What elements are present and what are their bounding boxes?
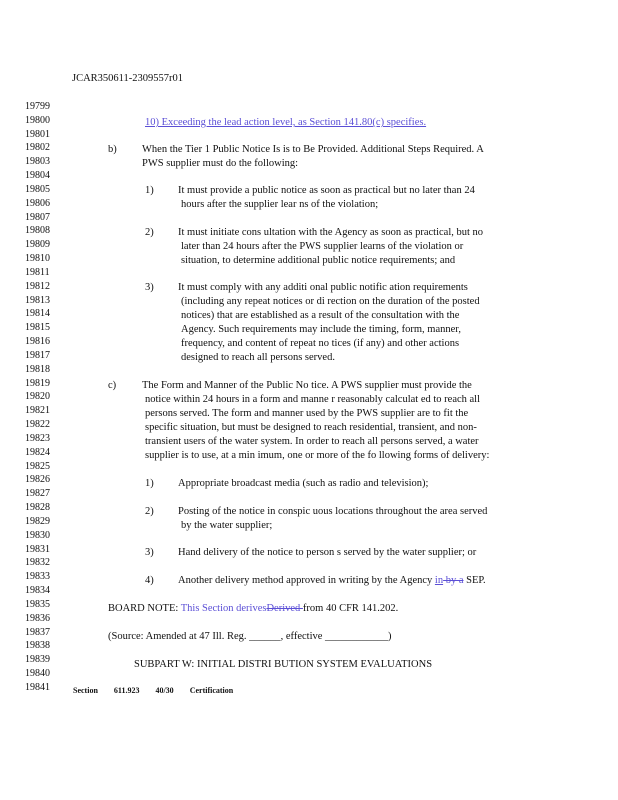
document-header: JCAR350611-2309557r01 (72, 73, 184, 84)
line-number: 19833 (25, 571, 50, 583)
item-b3-line: notices) that are established as a result of the consultation with the (181, 310, 460, 321)
item-b3-line: (including any repeat notices or di rection on the duration of the posted (181, 296, 480, 307)
line-number: 19819 (25, 377, 50, 389)
item-10-line: 10) Exceeding the lead action level, as Section 141.80(c) specifies. (145, 117, 427, 128)
line-number: 19835 (25, 598, 50, 610)
line-number: 19826 (25, 474, 50, 486)
line-number: 19805 (25, 183, 50, 195)
line-number: 19828 (25, 502, 50, 514)
line-number: 19809 (25, 239, 50, 251)
line-number: 19827 (25, 488, 50, 500)
line-number: 19823 (25, 432, 50, 444)
section-title: Certification (189, 686, 234, 695)
line-number: 19825 (25, 460, 50, 472)
paragraph-b-label: b) (108, 144, 117, 155)
paragraph-c-line: The Form and Manner of the Public No tice. A PWS supplier must provide the (142, 380, 472, 391)
paragraph-c-line: supplier is to use, at a min imum, one or more of the fo llowing forms of delivery: (145, 450, 490, 461)
item-c2-line: by the water supplier; (181, 520, 273, 531)
section-revision: 40/30 (155, 686, 174, 695)
line-number: 19836 (25, 612, 50, 624)
item-b2-line: It must initiate cons ultation with the Agency as soon as practical, but no (178, 227, 484, 238)
subpart-heading: SUBPART W: INITIAL DISTRI BUTION SYSTEM EVALUATIONS (134, 659, 433, 670)
line-number: 19839 (25, 654, 50, 666)
line-number: 19838 (25, 640, 50, 652)
paragraph-b-line: When the Tier 1 Public Notice Is is to Be Provided. Additional Steps Required. A (142, 144, 484, 155)
line-number: 19834 (25, 585, 50, 597)
line-number: 19802 (25, 142, 50, 154)
line-number: 19831 (25, 543, 50, 555)
line-number: 19830 (25, 529, 50, 541)
board-note (108, 602, 398, 616)
deleted-text: by a (443, 575, 464, 586)
item-b2-line: later than 24 hours after the PWS supplier learns of the violation or (181, 241, 464, 252)
line-number: 19829 (25, 515, 50, 527)
line-number: 19810 (25, 253, 50, 265)
item-c2-line: Posting of the notice in conspic uous locations throughout the area served (178, 506, 488, 517)
section-number: 611.923 (113, 686, 140, 695)
item-b3-number: 3) (145, 282, 154, 293)
item-c1-number: 1) (145, 478, 154, 489)
line-number: 19807 (25, 211, 50, 223)
line-number: 19841 (25, 681, 50, 693)
line-number: 19815 (25, 322, 50, 334)
line-number: 19801 (25, 128, 50, 140)
item-c4-number: 4) (145, 575, 154, 586)
line-number: 19840 (25, 668, 50, 680)
line-number: 19812 (25, 280, 50, 292)
item-b1-line: hours after the supplier lear ns of the violation; (181, 199, 379, 210)
line-number: 19817 (25, 349, 50, 361)
item-c3-line: Hand delivery of the notice to person s served by the water supplier; or (178, 547, 477, 558)
line-number: 19814 (25, 308, 50, 320)
line-number: 19806 (25, 197, 50, 209)
paragraph-c-line: transient users of the water system. In order to reach all persons served, a water (145, 436, 479, 447)
item-c4-text-end: SEP. (463, 575, 486, 586)
inserted-text: in (434, 575, 444, 586)
item-c4-text: Another delivery method approved in writing by the Agency (178, 575, 435, 586)
item-c2-number: 2) (145, 506, 154, 517)
line-number: 19803 (25, 156, 50, 168)
line-number: 19813 (25, 294, 50, 306)
paragraph-c-line: persons served. The form and manner used by the PWS supplier are to fit the (145, 408, 469, 419)
deleted-text: Derived (266, 603, 303, 614)
line-number: 19818 (25, 363, 50, 375)
board-note-citation: from 40 CFR 141.202. (302, 603, 399, 614)
item-b2-line: situation, to determine additional public notice requirements; and (181, 255, 456, 266)
item-b2-number: 2) (145, 227, 154, 238)
paragraph-c-label: c) (108, 380, 117, 391)
line-number: 19837 (25, 626, 50, 638)
line-number: 19808 (25, 225, 50, 237)
paragraph-b-line: PWS supplier must do the following: (142, 158, 299, 169)
item-c1-line: Appropriate broadcast media (such as radio and television); (178, 478, 429, 489)
item-b3-line: It must comply with any additi onal public notific ation requirements (178, 282, 468, 293)
section-heading (73, 686, 249, 695)
line-number: 19799 (25, 101, 50, 112)
line-number: 19816 (25, 336, 50, 348)
line-number: 19822 (25, 419, 50, 431)
paragraph-c-line: notice within 24 hours in a form and manne r reasonably calculat ed to reach all (145, 394, 481, 405)
item-b1-number: 1) (145, 185, 154, 196)
source-note: (Source: Amended at 47 Ill. Reg. ______, effective ____________) (108, 631, 392, 642)
inserted-text: This Section derives (180, 603, 267, 614)
section-label: Section (73, 686, 98, 695)
item-b3-line: frequency, and content of repeat no tices (if any) and other actions (181, 338, 460, 349)
board-note-label: BOARD NOTE: (108, 603, 181, 614)
line-number: 19804 (25, 170, 50, 182)
item-b3-line: designed to reach all persons served. (181, 352, 335, 363)
item-b3-line: Agency. Such requirements may include the timing, form, manner, (181, 324, 461, 335)
line-number: 19800 (25, 114, 50, 126)
item-b1-line: It must provide a public notice as soon as practical but no later than 24 (178, 185, 475, 196)
line-number: 19820 (25, 391, 50, 403)
line-number: 19811 (25, 266, 50, 278)
line-number: 19821 (25, 405, 50, 417)
line-number: 19824 (25, 446, 50, 458)
line-number: 19832 (25, 557, 50, 569)
item-c4-line (178, 574, 486, 588)
item-c3-number: 3) (145, 547, 154, 558)
paragraph-c-line: specific situation, but must be designed to reach residential, transient, and non- (145, 422, 477, 433)
